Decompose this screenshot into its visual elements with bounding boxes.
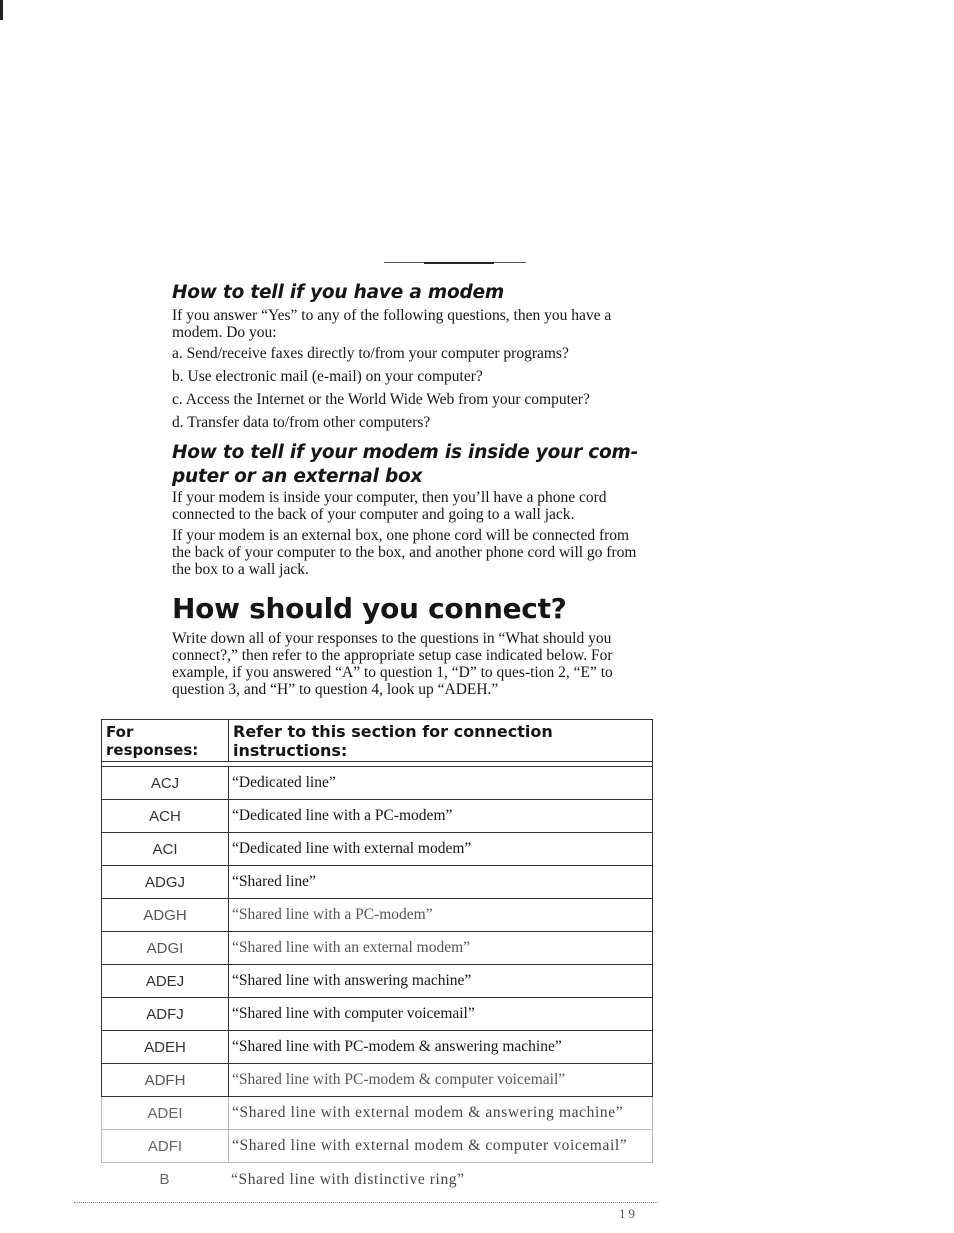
response-code: ADEH [102, 1031, 229, 1063]
table-row [101, 767, 653, 800]
table-row [101, 932, 653, 965]
section-heading-have-modem: How to tell if you have a modem [172, 282, 504, 303]
section-reference: “Shared line with a PC-modem” [232, 906, 433, 923]
table-row [101, 800, 653, 833]
section-reference: “Shared line with computer voicemail” [232, 1005, 475, 1022]
table-row [101, 899, 653, 932]
section-reference: “Shared line with distinctive ring” [231, 1170, 465, 1188]
section-reference: “Shared line with external modem & computer voicemail” [232, 1137, 628, 1154]
list-item: d. Transfer data to/from other computers? [172, 414, 431, 431]
table-row [101, 833, 653, 866]
section-reference: “Shared line with external modem & answering machine” [232, 1104, 624, 1121]
list-item: a. Send/receive faxes directly to/from your computer programs? [172, 345, 569, 362]
section-intro: Write down all of your responses to the questions in “What should you connect?,” then refer to the appropriate setup case indicated below. For example, if you answered “A” to question 1, “D” to ques-tion 2, “E” to question 3, and “H” to question 4, look up “ADEH.” [172, 630, 613, 698]
table-row [101, 965, 653, 998]
section-body: If you answer “Yes” to any of the following questions, then you have a modem. Do you: [172, 307, 612, 341]
response-code: ADGJ [102, 866, 229, 898]
response-code: ACI [102, 833, 229, 865]
section-heading-modem-location: How to tell if your modem is inside your com-puter or an external box [172, 442, 639, 487]
page-edge-mark [0, 0, 3, 20]
response-code: ADGI [102, 932, 229, 964]
section-reference: “Dedicated line” [232, 774, 336, 791]
table-row [101, 1163, 653, 1196]
table-row [101, 998, 653, 1031]
section-reference: “Shared line with PC-modem & answering machine” [232, 1038, 562, 1055]
table-row [101, 1064, 653, 1097]
table-header [101, 720, 653, 762]
section-reference: “Dedicated line with a PC-modem” [232, 807, 453, 824]
footer-rule [74, 1202, 658, 1203]
section-reference: “Shared line” [232, 873, 316, 890]
column-header-refer: Refer to this section for connection instructions: [233, 721, 553, 760]
list-item: c. Access the Internet or the World Wide Web from your computer? [172, 391, 590, 408]
section-reference: “Shared line with an external modem” [232, 939, 471, 956]
table-row [101, 1031, 653, 1064]
response-code: ACH [102, 800, 229, 832]
page-title: How should you connect? [172, 592, 567, 625]
document-body [172, 281, 648, 698]
response-code: B [159, 1171, 170, 1188]
top-rule [384, 262, 526, 263]
section-reference: “Shared line with answering machine” [232, 972, 472, 989]
section-body: If your modem is inside your computer, then you’ll have a phone cord connected to the back of your computer and going to a wall jack. [172, 489, 607, 523]
response-code: ADFI [102, 1130, 229, 1162]
section-body: If your modem is an external box, one phone cord will be connected from the back of your computer to the box, and another phone cord will go from the box to a wall jack. [172, 527, 637, 578]
page-number: 19 [619, 1206, 638, 1221]
section-reference: “Shared line with PC-modem & computer voicemail” [232, 1071, 566, 1088]
column-header-responses: For responses: [102, 720, 229, 761]
table-row [101, 866, 653, 899]
connection-table [101, 719, 653, 1196]
table-row [101, 1130, 653, 1163]
section-reference: “Dedicated line with external modem” [232, 840, 472, 857]
response-code: ADEJ [102, 965, 229, 997]
response-code: ACJ [102, 767, 229, 799]
response-code: ADGH [102, 899, 229, 931]
response-code: ADFJ [102, 998, 229, 1030]
response-code: ADFH [102, 1064, 229, 1096]
table-row [101, 1097, 653, 1130]
list-item: b. Use electronic mail (e-mail) on your computer? [172, 368, 483, 385]
response-code: ADEI [102, 1097, 229, 1129]
